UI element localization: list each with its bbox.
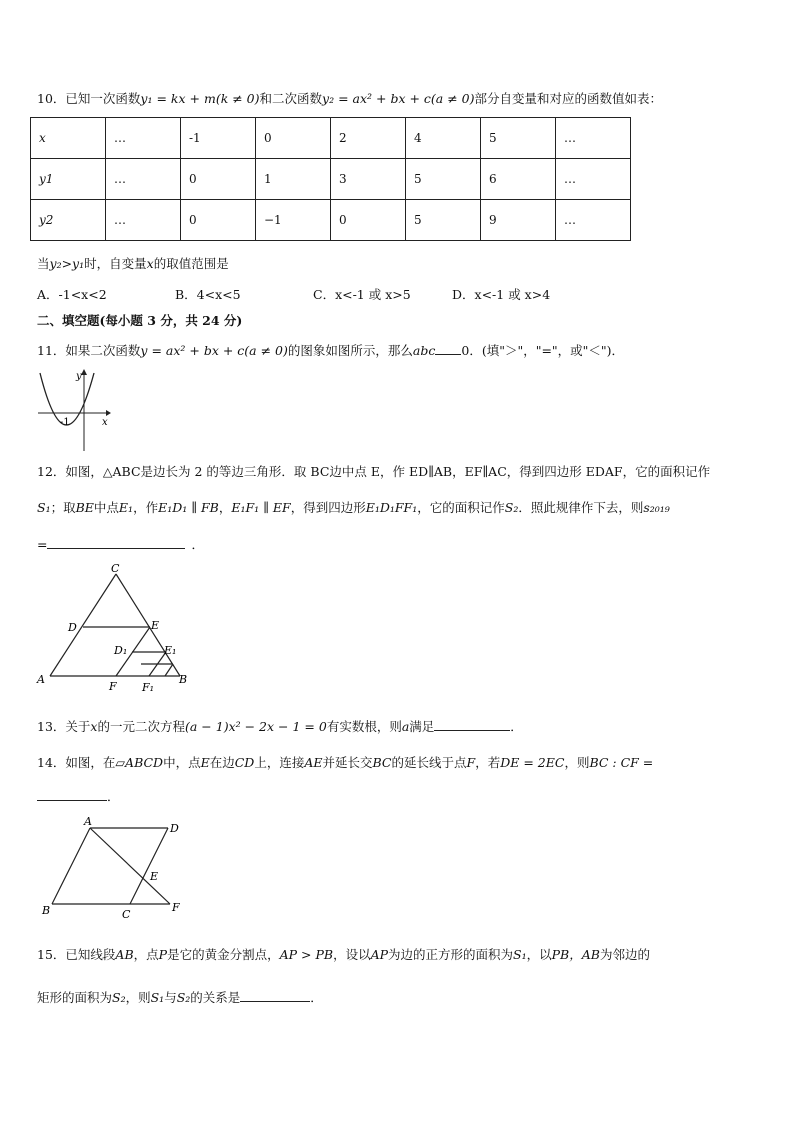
q10-text: 部分自变量和对应的函数值如表： <box>474 91 663 106</box>
label-e: E <box>151 619 160 632</box>
q10-value-table <box>30 117 631 241</box>
table-cell: … <box>106 118 181 159</box>
q14-math: CD <box>234 755 255 770</box>
q14-stem <box>37 753 653 771</box>
q15-number: 15． <box>37 947 66 962</box>
q13-text: 的一元二次方程 <box>97 719 185 734</box>
q15-math: S₂ <box>176 990 191 1005</box>
q14-text: ，则 <box>564 755 590 770</box>
label-b: B <box>179 673 188 686</box>
q11-text: 0．(填"＞"，"="，或"＜")． <box>461 343 625 358</box>
q12-math: E₁D₁FF₁ <box>365 500 418 515</box>
label-f: F <box>172 901 180 914</box>
q12-line3 <box>37 535 204 553</box>
section-title: 二、填空题(每小题 3 分，共 24 分) <box>37 313 243 328</box>
q12-math: S₁ <box>37 500 51 515</box>
table-row <box>31 200 631 241</box>
table-cell: 0 <box>181 159 256 200</box>
table-row <box>31 118 631 159</box>
parallelogram-icon: ▱ <box>115 755 126 770</box>
table-cell: 6 <box>481 159 556 200</box>
table-cell: … <box>106 159 181 200</box>
q13-var: x <box>90 719 98 734</box>
q12-math: BE <box>75 500 94 515</box>
table-cell: -1 <box>181 118 256 159</box>
q12-line2 <box>37 498 670 516</box>
label-f: F <box>109 680 117 693</box>
q12-math: E₁D₁ ∥ FB <box>158 500 219 515</box>
q15-text: ，点 <box>133 947 159 962</box>
label-c: C <box>111 562 120 575</box>
q14-text: 并延长交 <box>322 755 373 770</box>
table-cell: … <box>106 200 181 241</box>
q10-text: 时，自变量 <box>84 256 147 271</box>
table-cell: … <box>556 118 631 159</box>
label-e: E <box>150 870 159 883</box>
q10-quadratic-expr: y₂ = ax² + bx + c(a ≠ 0) <box>322 91 475 106</box>
q14-text: 在边 <box>209 755 235 770</box>
table-cell: … <box>556 159 631 200</box>
q14-math: E <box>200 755 210 770</box>
q15-math: S₁ <box>513 947 527 962</box>
table-cell: 0 <box>181 200 256 241</box>
side-dc <box>130 828 168 904</box>
q13-number: 13． <box>37 719 66 734</box>
q11-text: 如果二次函数 <box>65 343 141 358</box>
label-d: D <box>170 822 179 835</box>
q14-math: DE = 2EC <box>500 755 565 770</box>
q13-expr: (a − 1)x² − 2x − 1 = 0 <box>185 719 327 734</box>
q13-text: 满足 <box>409 719 435 734</box>
label-e1: E₁ <box>164 644 177 657</box>
q13-stem <box>37 717 523 735</box>
label-d1: D₁ <box>114 644 128 657</box>
q12-text: ， <box>218 500 232 515</box>
q13-text: 关于 <box>65 719 91 734</box>
label-c: C <box>122 908 131 920</box>
q12-text: ，作 <box>133 500 159 515</box>
axis-y-label: y <box>76 371 82 382</box>
q10-stem <box>37 89 662 107</box>
q12-number: 12． <box>37 464 66 479</box>
q14-math: BC : CF = <box>589 755 654 770</box>
q15-text: 的关系是 <box>190 990 241 1005</box>
q10-condition-expr: y₂>y₁ <box>49 256 85 271</box>
q11-stem <box>37 341 624 359</box>
q14-math: BC <box>372 755 392 770</box>
label-a: A <box>84 815 92 828</box>
q15-text: 矩形的面积为 <box>37 990 113 1005</box>
table-row-head: y2 <box>31 200 106 241</box>
q15-text: 是它的黄金分割点， <box>167 947 280 962</box>
tick-label: -1 <box>60 417 70 428</box>
q11-number: 11． <box>37 343 66 358</box>
q15-math: PB，AB <box>551 947 600 962</box>
table-cell: 0 <box>256 118 331 159</box>
q15-text: 为边的正方形的面积为 <box>388 947 514 962</box>
q15-line2 <box>37 988 323 1006</box>
q12-text: ，得到四边形 <box>290 500 366 515</box>
table-cell: 5 <box>481 118 556 159</box>
q14-math: ABCD <box>125 755 164 770</box>
q15-math: P <box>158 947 168 962</box>
q14-text: 如图，在 <box>65 755 116 770</box>
table-row-head: y1 <box>31 159 106 200</box>
q11-expr: y = ax² + bx + c(a ≠ 0) <box>140 343 288 358</box>
q15-text: ，以 <box>526 947 552 962</box>
q15-text: 为邻边的 <box>599 947 650 962</box>
segment-e2f2 <box>165 664 173 676</box>
q12-text: = <box>37 537 48 552</box>
q14-line2 <box>37 787 120 805</box>
q11-text: 的图象如图所示，那么 <box>287 343 413 358</box>
q10-option-b: B．4<x<5 <box>175 287 241 302</box>
side-ab <box>52 828 90 904</box>
table-cell: 5 <box>406 159 481 200</box>
label-a: A <box>37 673 45 686</box>
q15-math: AB <box>115 947 134 962</box>
q10-option-d: D．x<-1 或 x>4 <box>452 287 551 302</box>
side-ca <box>50 574 116 676</box>
q15-math: S₁ <box>150 990 165 1005</box>
q13-var: a <box>401 719 410 734</box>
q13-answer-blank[interactable] <box>434 718 510 731</box>
q12-text: ，它的面积记作 <box>417 500 505 515</box>
table-cell: 1 <box>256 159 331 200</box>
q12-text: ． <box>191 537 204 552</box>
q13-text: ． <box>510 719 523 734</box>
q10-text: 的取值范围是 <box>153 256 229 271</box>
q15-math: S₂ <box>112 990 126 1005</box>
q11-parabola-figure <box>36 367 112 455</box>
axis-x-label: x <box>102 417 108 428</box>
q14-text: ，若 <box>475 755 501 770</box>
q14-math: F <box>466 755 476 770</box>
q10-var: x <box>146 256 154 271</box>
q15-math: AP <box>370 947 389 962</box>
table-cell: −1 <box>256 200 331 241</box>
q12-math: E₁ <box>118 500 134 515</box>
table-row-head: x <box>31 118 106 159</box>
q12-text: 中点 <box>93 500 119 515</box>
q10-number: 10． <box>37 91 66 106</box>
q12-math: s₂₀₁₉ <box>643 500 670 515</box>
q12-math: S₂ <box>504 500 519 515</box>
q12-line1 <box>37 462 710 480</box>
q12-text: ；取 <box>50 500 76 515</box>
q12-text: 如图，△ABC是边长为 2 的等边三角形．取 BC边中点 E，作 ED∥AB，EF∥AC，得到四边形 EDAF，它的面积记作 <box>65 464 711 479</box>
q15-math: AP > PB <box>279 947 334 962</box>
q12-triangle-figure <box>34 562 196 694</box>
q10-linear-expr: y₁ = kx + m(k ≠ 0) <box>140 91 260 106</box>
q10-condition <box>37 254 229 272</box>
q15-text: 与 <box>164 990 177 1005</box>
q15-line1 <box>37 945 650 963</box>
x-axis-arrow <box>106 410 111 416</box>
table-cell: 5 <box>406 200 481 241</box>
table-cell: 4 <box>406 118 481 159</box>
q14-math: AE <box>304 755 323 770</box>
q14-text: 中，点 <box>163 755 201 770</box>
q14-text: ． <box>107 789 120 804</box>
q14-parallelogram-figure <box>36 814 192 920</box>
q11-answer-blank[interactable] <box>435 342 461 355</box>
table-cell: … <box>556 200 631 241</box>
q10-text: 和二次函数 <box>259 91 323 106</box>
q12-math: E₁F₁ ∥ EF <box>231 500 291 515</box>
q12-text: ．照此规律作下去，则 <box>518 500 644 515</box>
q15-text: ，设以 <box>333 947 371 962</box>
label-b: B <box>42 904 51 917</box>
y-axis-arrow <box>81 369 87 375</box>
q14-answer-blank[interactable] <box>37 788 107 801</box>
label-f1: F₁ <box>142 681 155 694</box>
table-cell: 3 <box>331 159 406 200</box>
q15-answer-blank[interactable] <box>240 989 310 1002</box>
q14-text: 的延长线于点 <box>391 755 467 770</box>
q10-option-a: A．-1<x<2 <box>37 287 107 302</box>
q15-text: ，则 <box>125 990 151 1005</box>
label-d: D <box>68 621 77 634</box>
table-cell: 2 <box>331 118 406 159</box>
q10-text: 已知一次函数 <box>65 91 141 106</box>
side-cb <box>116 574 180 676</box>
table-row <box>31 159 631 200</box>
line-af <box>90 828 170 904</box>
q14-number: 14． <box>37 755 66 770</box>
q11-var: abc <box>412 343 436 358</box>
q14-text: 上，连接 <box>254 755 305 770</box>
q15-text: ． <box>310 990 323 1005</box>
q13-text: 有实数根，则 <box>326 719 402 734</box>
q10-text: 当 <box>37 256 50 271</box>
table-cell: 0 <box>331 200 406 241</box>
q10-option-c: C．x<-1 或 x>5 <box>313 287 411 302</box>
q12-answer-blank[interactable] <box>47 536 185 549</box>
q15-text: 已知线段 <box>65 947 116 962</box>
table-cell: 9 <box>481 200 556 241</box>
